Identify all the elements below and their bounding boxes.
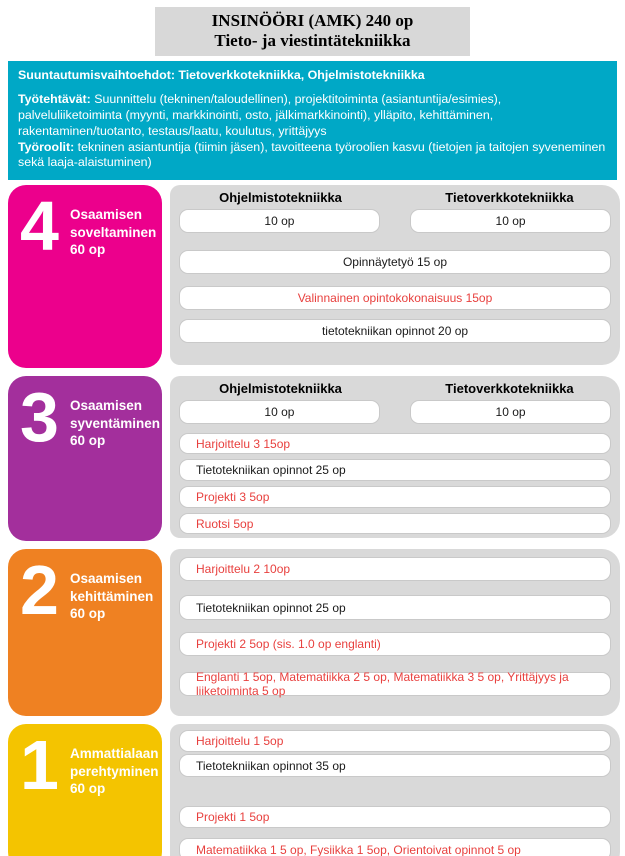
course-row: Projekti 3 5op: [179, 486, 611, 508]
level-2-number: 2: [20, 551, 59, 630]
course-row: Harjoittelu 3 15op: [179, 433, 611, 454]
level-2-title: Osaamisen kehittäminen: [70, 571, 154, 604]
course-row: Projekti 2 5op (sis. 1.0 op englanti): [179, 632, 611, 656]
level-1-panel: [170, 724, 620, 856]
track-credits-software: 10 op: [179, 400, 380, 424]
course-row: tietotekniikan opinnot 20 op: [179, 319, 611, 343]
track-headers: [179, 190, 611, 207]
track-credit-boxes: [179, 400, 611, 424]
level-1-title: Ammattialaan perehtyminen: [70, 746, 159, 779]
degree-title: [155, 7, 470, 56]
course-row: Tietotekniikan opinnot 35 op: [179, 754, 611, 777]
level-3-panel: [170, 376, 620, 538]
course-row: Tietotekniikan opinnot 25 op: [179, 459, 611, 481]
level-3-block: [8, 376, 162, 541]
level-2-credits: 60 op: [70, 606, 106, 622]
level-2-block: [8, 549, 162, 716]
level-2-section: [8, 549, 625, 716]
level-1-label: [70, 732, 159, 856]
course-row: Opinnäytetyö 15 op: [179, 250, 611, 274]
level-4-section: [8, 185, 625, 368]
track-header-software: Ohjelmistotekniikka: [219, 381, 342, 397]
degree-title-line1: INSINÖÖRI (AMK) 240 op: [211, 11, 414, 30]
degree-title-line2: Tieto- ja viestintätekniikka: [214, 31, 411, 51]
level-1-block: [8, 724, 162, 856]
level-2-label: [70, 557, 158, 716]
curriculum-levels: [8, 185, 625, 856]
level-3-label: [70, 384, 160, 541]
course-row: Tietotekniikan opinnot 25 op: [179, 595, 611, 620]
course-row: Harjoittelu 1 5op: [179, 730, 611, 752]
course-row: Projekti 1 5op: [179, 806, 611, 828]
level-2-panel: [170, 549, 620, 716]
work-roles-text: tekninen asiantuntija (tiimin jäsen), tavoitteena työroolien kasvu (tietojen ja taitojen syveneminen sekä laaja-alaistuminen): [18, 139, 606, 170]
track-credits-software: 10 op: [179, 209, 380, 233]
course-row: Matematiikka 1 5 op, Fysiikka 1 5op, Orientoivat opinnot 5 op: [179, 838, 611, 856]
level-4-credits: 60 op: [70, 242, 106, 258]
level-1-credits: 60 op: [70, 781, 106, 797]
track-credits-network: 10 op: [410, 400, 611, 424]
track-header-software: Ohjelmistotekniikka: [219, 190, 342, 206]
level-4-title: Osaamisen soveltaminen: [70, 207, 157, 240]
course-row: Harjoittelu 2 10op: [179, 557, 611, 581]
work-tasks: [18, 92, 607, 140]
work-tasks-label: Työtehtävät:: [18, 91, 91, 106]
course-row: Englanti 1 5op, Matematiikka 2 5 op, Matematiikka 3 5 op, Yrittäjyys ja liiketoiminta 5 op: [179, 672, 611, 696]
track-header-network: Tietoverkkotekniikka: [445, 381, 574, 397]
work-roles-label: Työroolit:: [18, 139, 75, 154]
level-1-section: [8, 724, 625, 856]
course-row: Valinnainen opintokokonaisuus 15op: [179, 286, 611, 310]
level-3-credits: 60 op: [70, 433, 106, 449]
orientation-options: Suuntautumisvaihtoehdot: Tietoverkkotekniikka, Ohjelmistotekniikka: [18, 68, 425, 83]
level-3-title: Osaamisen syventäminen: [70, 398, 161, 431]
level-1-number: 1: [20, 726, 59, 805]
work-roles: [18, 140, 607, 172]
track-header-network: Tietoverkkotekniikka: [445, 190, 574, 206]
intro-box: [8, 61, 617, 180]
level-4-block: [8, 185, 162, 368]
level-3-section: [8, 376, 625, 541]
work-tasks-text: Suunnittelu (tekninen/taloudellinen), projektitoiminta (asiantuntija/esimies), palveluliiketoiminta (myynti, markkinointi, osto, jälkimarkkinointi), ylläpito, kehittäminen, rakentaminen/tuotanto, testaus/laatu, koulutus, yrittäjyys: [18, 91, 502, 138]
level-4-number: 4: [20, 187, 59, 266]
track-credit-boxes: [179, 209, 611, 233]
course-row: Ruotsi 5op: [179, 513, 611, 534]
level-3-number: 3: [20, 378, 59, 457]
level-4-label: [70, 193, 158, 368]
level-4-panel: [170, 185, 620, 365]
track-credits-network: 10 op: [410, 209, 611, 233]
track-headers: [179, 381, 611, 398]
